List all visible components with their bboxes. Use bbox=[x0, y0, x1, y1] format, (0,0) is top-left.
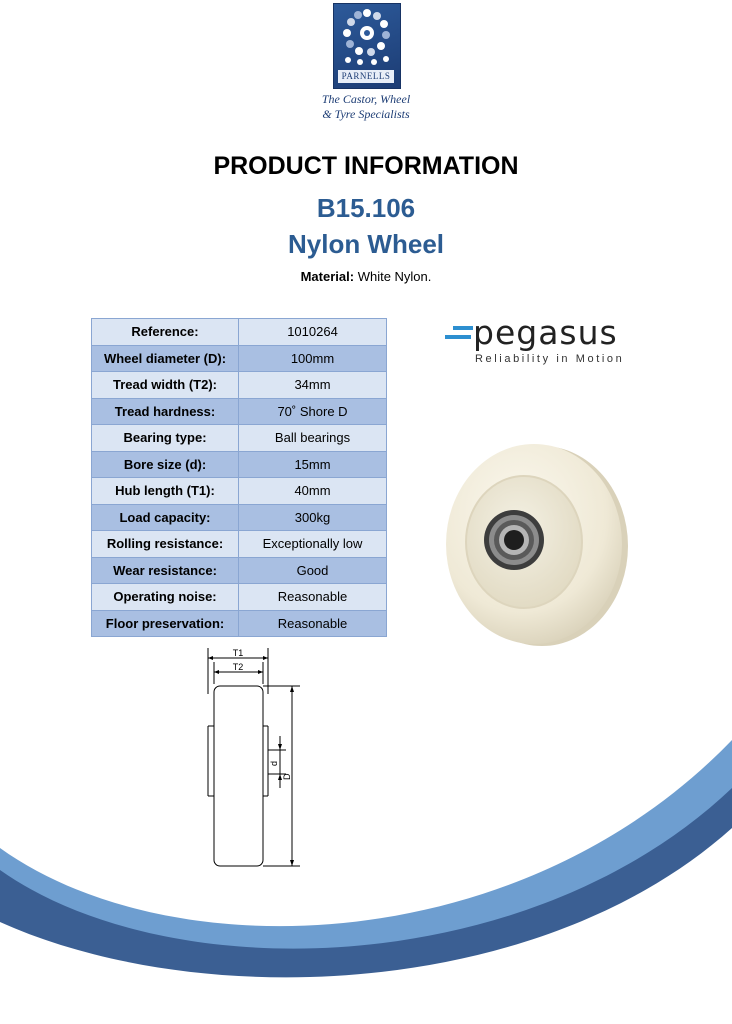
label-d-small: d bbox=[269, 760, 279, 766]
speed-lines-icon bbox=[445, 322, 475, 344]
spec-label: Floor preservation: bbox=[92, 610, 239, 637]
spec-label: Load capacity: bbox=[92, 504, 239, 531]
material-label: Material: bbox=[300, 269, 355, 284]
spec-label: Reference: bbox=[92, 319, 239, 346]
table-row bbox=[92, 451, 387, 478]
spec-value: Exceptionally low bbox=[239, 531, 387, 558]
table-row bbox=[92, 345, 387, 372]
table-row bbox=[92, 425, 387, 452]
page-heading: PRODUCT INFORMATION bbox=[213, 152, 519, 180]
spec-value: 100mm bbox=[239, 345, 387, 372]
table-row bbox=[92, 610, 387, 637]
material-line bbox=[0, 269, 732, 284]
spec-label: Bearing type: bbox=[92, 425, 239, 452]
material-value: White Nylon. bbox=[357, 269, 432, 284]
table-row bbox=[92, 372, 387, 399]
spec-label: Hub length (T1): bbox=[92, 478, 239, 505]
spec-value: Reasonable bbox=[239, 610, 387, 637]
spec-label: Operating noise: bbox=[92, 584, 239, 611]
spec-value: 1010264 bbox=[239, 319, 387, 346]
spec-label: Wheel diameter (D): bbox=[92, 345, 239, 372]
spec-label: Wear resistance: bbox=[92, 557, 239, 584]
spec-value: 70˚ Shore D bbox=[239, 398, 387, 425]
logo-name: PARNELLS bbox=[338, 70, 394, 83]
spec-value: Good bbox=[239, 557, 387, 584]
tagline-line-2: & Tyre Specialists bbox=[322, 107, 410, 121]
wheel-photo bbox=[438, 442, 632, 648]
tagline-line-1: The Castor, Wheel bbox=[321, 92, 411, 106]
label-t2: T2 bbox=[232, 662, 244, 672]
pegasus-logo bbox=[445, 313, 625, 369]
spec-table bbox=[91, 318, 387, 637]
table-row bbox=[92, 398, 387, 425]
spec-label: Tread width (T2): bbox=[92, 372, 239, 399]
brand-name: pegasus bbox=[473, 313, 618, 352]
spec-value: Ball bearings bbox=[239, 425, 387, 452]
spec-value: 34mm bbox=[239, 372, 387, 399]
spec-label: Rolling resistance: bbox=[92, 531, 239, 558]
parnells-logo bbox=[333, 3, 401, 89]
table-row bbox=[92, 531, 387, 558]
spec-value: 15mm bbox=[239, 451, 387, 478]
product-code: B15.106 bbox=[316, 193, 416, 223]
label-d-large: D bbox=[282, 773, 292, 780]
spec-value: 40mm bbox=[239, 478, 387, 505]
brand-slogan: Reliability in Motion bbox=[475, 353, 625, 365]
spec-label: Tread hardness: bbox=[92, 398, 239, 425]
spec-value: 300kg bbox=[239, 504, 387, 531]
table-row bbox=[92, 319, 387, 346]
tagline bbox=[300, 92, 432, 122]
table-row bbox=[92, 557, 387, 584]
table-row bbox=[92, 584, 387, 611]
spec-value: Reasonable bbox=[239, 584, 387, 611]
table-row bbox=[92, 504, 387, 531]
wheel-dots-icon bbox=[334, 4, 400, 70]
spec-label: Bore size (d): bbox=[92, 451, 239, 478]
product-name: Nylon Wheel bbox=[287, 229, 444, 259]
label-t1: T1 bbox=[232, 648, 244, 658]
decorative-swoosh bbox=[0, 700, 732, 1024]
table-row bbox=[92, 478, 387, 505]
